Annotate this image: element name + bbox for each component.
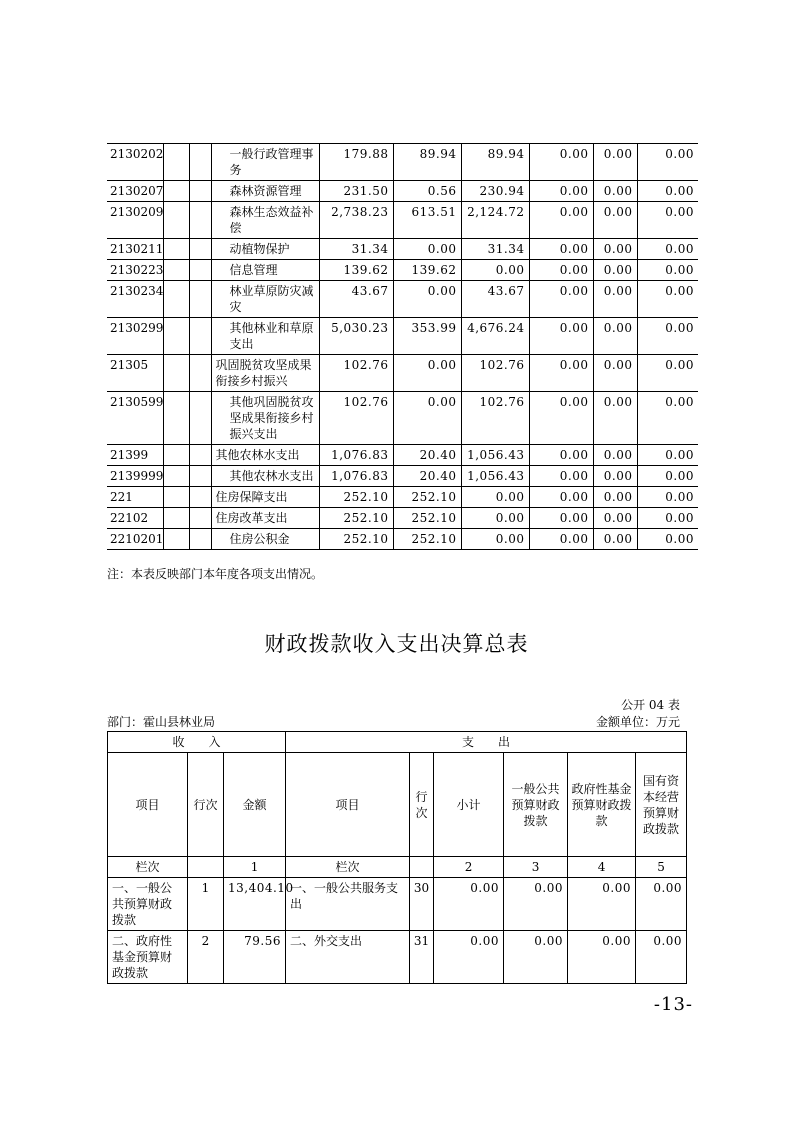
- expenditure-table: [107, 143, 698, 550]
- table-row: [107, 445, 698, 466]
- expense-state: 0.00: [636, 931, 687, 984]
- income-line: 2: [188, 931, 224, 984]
- row-col6: 0.00: [637, 392, 698, 445]
- row-code: 2139999: [107, 466, 163, 487]
- row-basic: 89.94: [393, 144, 461, 181]
- row-basic: 0.00: [393, 392, 461, 445]
- row-code: 221: [107, 487, 163, 508]
- row-col4: 0.00: [529, 445, 593, 466]
- col-general-budget: 一般公共预算财政拨款: [504, 753, 568, 857]
- expense-subtotal: 0.00: [434, 878, 504, 931]
- row-total: 252.10: [319, 487, 393, 508]
- row-col4: 0.00: [529, 239, 593, 260]
- row-col6: 0.00: [637, 355, 698, 392]
- table-row: [107, 202, 698, 239]
- row-total: 1,076.83: [319, 445, 393, 466]
- row-code: 2130223: [107, 260, 163, 281]
- row-name: 其他巩固脱贫攻坚成果衔接乡村振兴支出: [211, 392, 319, 445]
- expense-item: 一、一般公共服务支出: [286, 878, 410, 931]
- spacer-cell: [163, 529, 189, 550]
- row-col5: 0.00: [593, 392, 637, 445]
- table-row: [107, 466, 698, 487]
- row-basic: 20.40: [393, 466, 461, 487]
- row-col5: 0.00: [593, 466, 637, 487]
- row-name: 住房保障支出: [211, 487, 319, 508]
- row-col6: 0.00: [637, 239, 698, 260]
- spacer-cell: [163, 445, 189, 466]
- row-project: 0.00: [461, 260, 529, 281]
- spacer-cell: [189, 392, 211, 445]
- col-index-2: 2: [434, 857, 504, 878]
- row-name: 其他林业和草原支出: [211, 318, 319, 355]
- row-col5: 0.00: [593, 355, 637, 392]
- col-index-4: 4: [568, 857, 636, 878]
- col-index-3: 3: [504, 857, 568, 878]
- row-basic: 353.99: [393, 318, 461, 355]
- expense-fund: 0.00: [568, 878, 636, 931]
- row-project: 0.00: [461, 487, 529, 508]
- row-col5: 0.00: [593, 239, 637, 260]
- spacer-cell: [163, 260, 189, 281]
- table-row: [107, 529, 698, 550]
- income-amount: 13,404.10: [224, 878, 286, 931]
- row-col4: 0.00: [529, 529, 593, 550]
- row-col5: 0.00: [593, 508, 637, 529]
- row-col6: 0.00: [637, 508, 698, 529]
- row-name: 信息管理: [211, 260, 319, 281]
- row-basic: 252.10: [393, 508, 461, 529]
- income-item: 二、政府性基金预算财政拨款: [108, 931, 188, 984]
- row-col4: 0.00: [529, 487, 593, 508]
- row-total: 252.10: [319, 529, 393, 550]
- income-header: 收 入: [108, 732, 286, 753]
- row-col4: 0.00: [529, 318, 593, 355]
- row-col5: 0.00: [593, 181, 637, 202]
- spacer-cell: [189, 260, 211, 281]
- row-col6: 0.00: [637, 466, 698, 487]
- col-subtotal: 小计: [434, 753, 504, 857]
- expense-state: 0.00: [636, 878, 687, 931]
- row-col6: 0.00: [637, 281, 698, 318]
- spacer-cell: [189, 355, 211, 392]
- spacer-cell: [163, 355, 189, 392]
- row-code: 2130202: [107, 144, 163, 181]
- spacer-cell: [189, 487, 211, 508]
- row-code: 2130234: [107, 281, 163, 318]
- row-code: 21305: [107, 355, 163, 392]
- col-item-expense: 项目: [286, 753, 410, 857]
- row-col4: 0.00: [529, 355, 593, 392]
- row-col4: 0.00: [529, 466, 593, 487]
- row-name: 巩固脱贫攻坚成果衔接乡村振兴: [211, 355, 319, 392]
- row-name: 一般行政管理事务: [211, 144, 319, 181]
- row-basic: 613.51: [393, 202, 461, 239]
- spacer-cell: [163, 239, 189, 260]
- row-col4: 0.00: [529, 392, 593, 445]
- row-col6: 0.00: [637, 318, 698, 355]
- row-name: 住房改革支出: [211, 508, 319, 529]
- expense-general: 0.00: [504, 878, 568, 931]
- row-col5: 0.00: [593, 529, 637, 550]
- spacer-cell: [189, 508, 211, 529]
- row-basic: 0.56: [393, 181, 461, 202]
- spacer-cell: [189, 202, 211, 239]
- row-project: 0.00: [461, 508, 529, 529]
- spacer-cell: [163, 508, 189, 529]
- table-row: [107, 355, 698, 392]
- row-col4: 0.00: [529, 260, 593, 281]
- table-row: [107, 392, 698, 445]
- spacer-cell: [163, 202, 189, 239]
- spacer-cell: [163, 281, 189, 318]
- row-total: 102.76: [319, 392, 393, 445]
- row-basic: 252.10: [393, 487, 461, 508]
- page-title: 财政拨款收入支出决算总表: [264, 632, 529, 656]
- row-code: 2210201: [107, 529, 163, 550]
- spacer-cell: [189, 144, 211, 181]
- row-basic: 0.00: [393, 281, 461, 318]
- expense-fund: 0.00: [568, 931, 636, 984]
- row-code: 2130209: [107, 202, 163, 239]
- row-total: 5,030.23: [319, 318, 393, 355]
- table-row: [108, 931, 687, 984]
- spacer-cell: [163, 318, 189, 355]
- row-project: 1,056.43: [461, 445, 529, 466]
- row-name: 动植物保护: [211, 239, 319, 260]
- lanci-label: 栏次: [108, 857, 188, 878]
- row-total: 2,738.23: [319, 202, 393, 239]
- spacer-cell: [163, 144, 189, 181]
- row-name: 其他农林水支出: [211, 466, 319, 487]
- table-row: [107, 487, 698, 508]
- spacer-cell: [189, 239, 211, 260]
- row-total: 231.50: [319, 181, 393, 202]
- spacer-cell: [163, 487, 189, 508]
- spacer-cell: [189, 445, 211, 466]
- col-amount: 金额: [224, 753, 286, 857]
- income-amount: 79.56: [224, 931, 286, 984]
- row-project: 1,056.43: [461, 466, 529, 487]
- row-col6: 0.00: [637, 445, 698, 466]
- row-code: 2130207: [107, 181, 163, 202]
- row-col6: 0.00: [637, 529, 698, 550]
- row-total: 31.34: [319, 239, 393, 260]
- row-total: 102.76: [319, 355, 393, 392]
- spacer-cell: [189, 529, 211, 550]
- row-name: 森林资源管理: [211, 181, 319, 202]
- row-col4: 0.00: [529, 281, 593, 318]
- row-col6: 0.00: [637, 202, 698, 239]
- row-col5: 0.00: [593, 445, 637, 466]
- row-project: 102.76: [461, 355, 529, 392]
- col-state-capital: 国有资本经营预算财政拨款: [636, 753, 687, 857]
- row-code: 2130299: [107, 318, 163, 355]
- lanci-label-expense: 栏次: [286, 857, 410, 878]
- page-number: -13-: [653, 994, 693, 1015]
- col-fund-budget: 政府性基金预算财政拨款: [568, 753, 636, 857]
- col-index-5: 5: [636, 857, 687, 878]
- row-name: 其他农林水支出: [211, 445, 319, 466]
- amount-unit-label: 金额单位：万元: [595, 715, 680, 729]
- table-row: [107, 239, 698, 260]
- table-row: [107, 281, 698, 318]
- row-col4: 0.00: [529, 144, 593, 181]
- row-code: 2130599: [107, 392, 163, 445]
- row-col5: 0.00: [593, 260, 637, 281]
- col-index-1: 1: [224, 857, 286, 878]
- expense-subtotal: 0.00: [434, 931, 504, 984]
- row-col5: 0.00: [593, 281, 637, 318]
- income-line: 1: [188, 878, 224, 931]
- row-col6: 0.00: [637, 181, 698, 202]
- row-basic: 0.00: [393, 239, 461, 260]
- row-col5: 0.00: [593, 202, 637, 239]
- row-basic: 139.62: [393, 260, 461, 281]
- expense-line: 30: [410, 878, 434, 931]
- row-col6: 0.00: [637, 487, 698, 508]
- row-col4: 0.00: [529, 202, 593, 239]
- spacer-cell: [189, 281, 211, 318]
- form-number: 公开 04 表: [621, 698, 680, 712]
- spacer-cell: [163, 181, 189, 202]
- row-total: 179.88: [319, 144, 393, 181]
- spacer-cell: [163, 466, 189, 487]
- table-row: [107, 260, 698, 281]
- row-project: 31.34: [461, 239, 529, 260]
- row-col5: 0.00: [593, 318, 637, 355]
- row-col5: 0.00: [593, 144, 637, 181]
- row-col4: 0.00: [529, 181, 593, 202]
- spacer-cell: [189, 466, 211, 487]
- row-project: 102.76: [461, 392, 529, 445]
- table-note: 注：本表反映部门本年度各项支出情况。: [107, 567, 324, 581]
- row-total: 1,076.83: [319, 466, 393, 487]
- column-header-row: [108, 753, 687, 857]
- table-row: [107, 144, 698, 181]
- spacer-cell: [189, 318, 211, 355]
- col-line-expense: 行次: [410, 753, 434, 857]
- row-code: 22102: [107, 508, 163, 529]
- row-project: 4,676.24: [461, 318, 529, 355]
- expense-general: 0.00: [504, 931, 568, 984]
- row-col6: 0.00: [637, 144, 698, 181]
- row-total: 252.10: [319, 508, 393, 529]
- row-name: 森林生态效益补偿: [211, 202, 319, 239]
- row-project: 43.67: [461, 281, 529, 318]
- expense-header: 支 出: [286, 732, 687, 753]
- row-name: 林业草原防灾减灾: [211, 281, 319, 318]
- row-code: 21399: [107, 445, 163, 466]
- row-col4: 0.00: [529, 508, 593, 529]
- row-total: 139.62: [319, 260, 393, 281]
- table-row: [107, 181, 698, 202]
- row-col5: 0.00: [593, 487, 637, 508]
- income-item: 一、一般公共预算财政拨款: [108, 878, 188, 931]
- expense-item: 二、外交支出: [286, 931, 410, 984]
- row-basic: 252.10: [393, 529, 461, 550]
- row-project: 89.94: [461, 144, 529, 181]
- col-line: 行次: [188, 753, 224, 857]
- spacer-cell: [163, 392, 189, 445]
- table-header-row: [108, 732, 687, 753]
- row-project: 230.94: [461, 181, 529, 202]
- expense-line: 31: [410, 931, 434, 984]
- table-row: [107, 508, 698, 529]
- fiscal-summary-table: [107, 731, 687, 984]
- row-project: 2,124.72: [461, 202, 529, 239]
- row-code: 2130211: [107, 239, 163, 260]
- row-name: 住房公积金: [211, 529, 319, 550]
- row-basic: 0.00: [393, 355, 461, 392]
- column-index-row: [108, 857, 687, 878]
- table-row: [108, 878, 687, 931]
- col-item: 项目: [108, 753, 188, 857]
- row-basic: 20.40: [393, 445, 461, 466]
- row-total: 43.67: [319, 281, 393, 318]
- spacer-cell: [189, 181, 211, 202]
- table-row: [107, 318, 698, 355]
- row-project: 0.00: [461, 529, 529, 550]
- department-label: 部门：霍山县林业局: [107, 715, 216, 729]
- row-col6: 0.00: [637, 260, 698, 281]
